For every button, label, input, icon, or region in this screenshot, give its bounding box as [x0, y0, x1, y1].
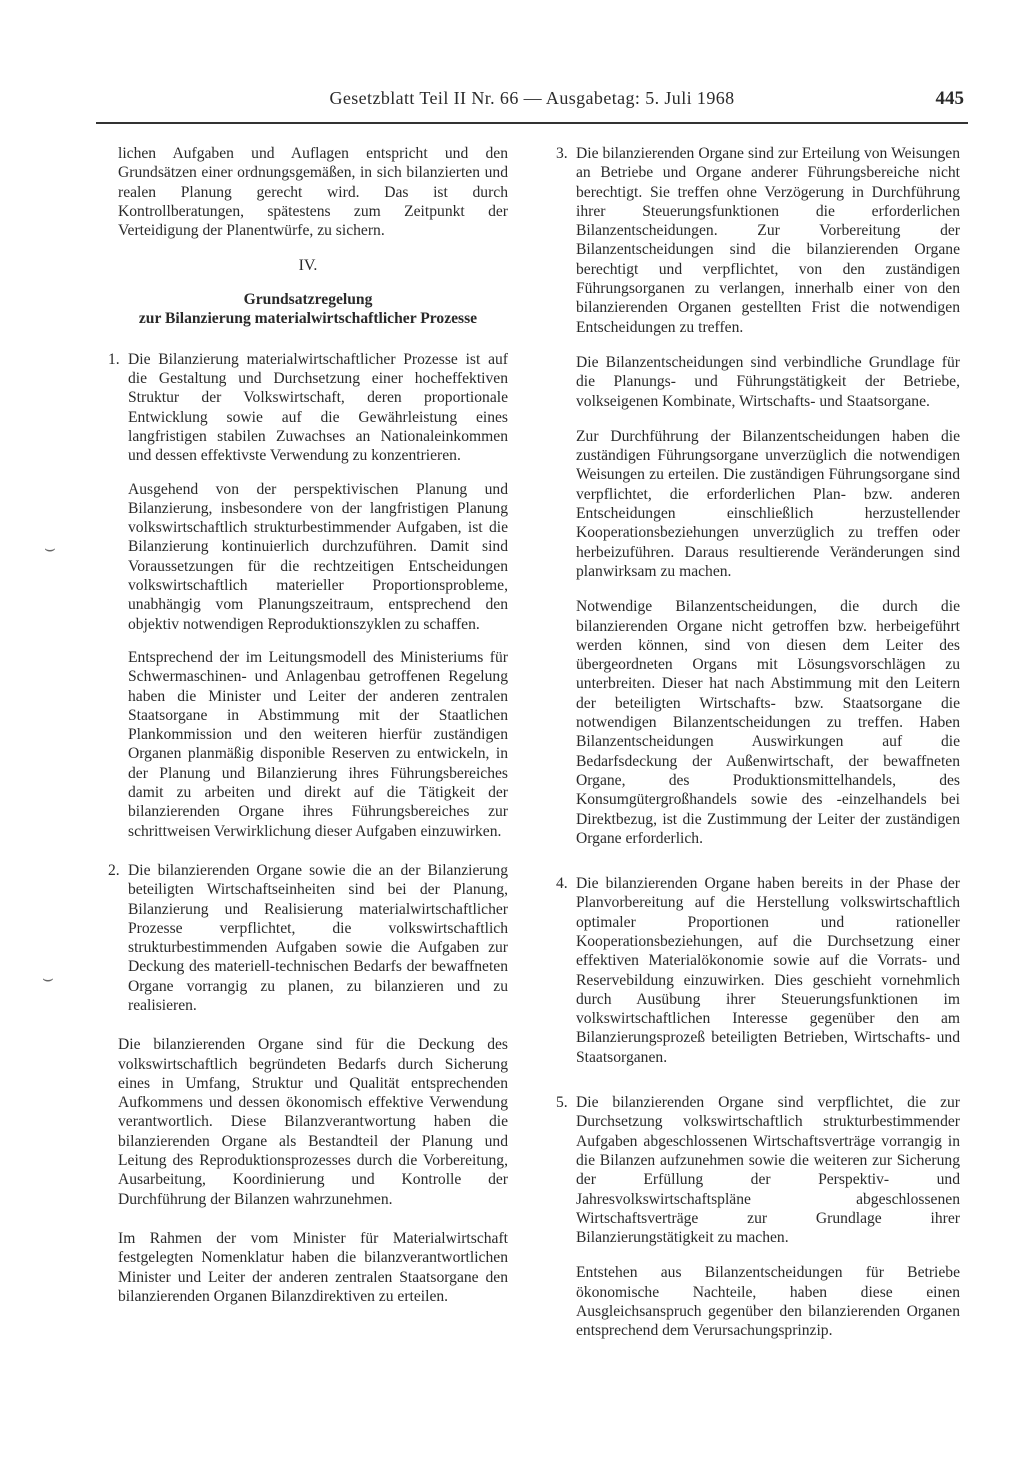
section-title-line2: zur Bilanzierung materialwirtschaftlicher Prozesse [138, 309, 478, 327]
right-column [556, 144, 960, 1355]
page-number: 445 [935, 88, 964, 109]
item-2 [108, 861, 508, 1015]
item-3-para3: Zur Durchführung der Bilanzentscheidungen haben die zuständigen Führungsorgane unverzüglich die notwendigen Weisungen zu erteilen. Die zuständigen Führungsorgane sind verpflichtet, die erforderlichen Plan- bzw. anderen Entscheidungen einschließlich herzustellender Kooperationsbeziehungen unverzüglich zu treffen oder herbeizuführen. Daraus resultierende Veränderungen sind planwirksam zu machen. [576, 427, 960, 580]
item-2-number: 2. [108, 861, 120, 879]
left-column [108, 144, 508, 1320]
item-5-text: Die bilanzierenden Organe sind verpflichtet, die zur Durchsetzung volkswirtschaftlich strukturbestimmender Aufgaben abgeschlossenen Wirtschaftsverträge vorrangig in die Bilanzen aufzunehmen sowie die weiteren zur Sicherung der Erfüllung der Perspektiv- und Jahresvolkswirtschaftspläne abgeschlossenen Wirtschaftsverträge zur Grundlage ihrer Bilanzierungstätigkeit zu machen. [576, 1094, 960, 1247]
margin-mark: ⌣ [44, 538, 56, 558]
item-5 [556, 1093, 960, 1341]
page-header [96, 84, 968, 124]
header-title: Gesetzblatt Teil II Nr. 66 — Ausgabetag: 5. Juli 1968 [329, 88, 735, 108]
item-1-text: Die Bilanzierung materialwirtschaftlicher Prozesse ist auf die Gestaltung und Durchsetzung einer hocheffektiven Struktur der Volkswirtschaft, deren proportionale Entwicklung sowie auf die Gewährleistung eines langfristigen stabilen Zuwachses an Nationaleinkommen und dessen effektivste Verwendung zu konzentrieren. [128, 350, 508, 465]
item-2-text: Die bilanzierenden Organe sowie die an der Bilanzierung beteiligten Wirtschaftseinheiten sind bei der Planung, Bilanzierung und Realisierung materialwirtschaftlicher Prozesse verpflichtet, die volkswirtschaftlich strukturbestimmenden Aufgaben sowie die Aufgaben zur Deckung des materiell-technischen Bedarfs der bewaffneten Organe vorrangig zu planen, zu bilanzieren und zu realisieren. [128, 861, 508, 1014]
item-4 [556, 874, 960, 1067]
section-title [108, 290, 508, 328]
item-1 [108, 350, 508, 841]
item-4-number: 4. [556, 875, 568, 893]
continuation-paragraph: lichen Aufgaben und Auflagen entspricht und den Grundsätzen einer ordnungsgemäßen, in sich bilanzierten und realen Planung gerecht wird. Das ist durch Kontrollberatungen, spätestens zum Zeitpunkt der Verteidigung der Planentwürfe, zu sichern. [118, 145, 508, 240]
item-3-text: Die bilanzierenden Organe sind zur Erteilung von Weisungen an Betriebe und Organe anderer Führungsbereiche nicht berechtigt. Sie treffen ohne Verzögerung in Durchführung ihrer Steuerungsfunktionen die erforderlichen Bilanzentscheidungen. Zur Vorbereitung der Bilanzentscheidungen sind die bilanzierenden Organe berechtigt und verpflichtet, von den zuständigen Führungsorganen zu verlangen, innerhalb einer von den bilanzierenden Organen gestellten Frist die notwendigen Entscheidungen zu treffen. [576, 145, 960, 336]
item-5-number: 5. [556, 1094, 568, 1112]
margin-mark: ⌣ [42, 968, 54, 988]
item-3-number: 3. [556, 145, 568, 162]
item-2-para2: Die bilanzierenden Organe sind für die Deckung des volkswirtschaftlich begründeten Bedarfs durch Sicherung eines in Umfang, Struktur und Qualität entsprechenden Aufkommens und dessen ökonomisch effektive Verwendung verantwortlich. Diese Bilanzverantwortung haben die bilanzierenden Organe als Bestandteil der Planung und Leitung des Reproduktionsprozesses durch die Vorbereitung, Ausarbeitung, Koordinierung und Kontrolle der Durchführung der Bilanzen wahrzunehmen. [118, 1036, 508, 1208]
item-1-para3: Entsprechend der im Leitungsmodell des Ministeriums für Schwermaschinen- und Anlagenbau getroffenen Regelung haben die Minister und Leiter der anderen zentralen Staatsorgane in Abstimmung mit der Staatlichen Plankommission und den weiteren hierfür zuständigen Organen planmäßig disponible Reserven zu entwickeln, in der Planung und Bilanzierung ihres Führungsbereiches damit zu arbeiten und direkt auf die Tätigkeit der bilanzierenden Organe ihres Führungsbereiches zur schrittweisen Verwirklichung dieser Aufgaben einzuwirken. [128, 648, 508, 840]
item-1-number: 1. [108, 350, 120, 368]
item-3-para4: Notwendige Bilanzentscheidungen, die durch die bilanzierenden Organe nicht getroffen bzw. herbeigeführt werden können, sind von diesen dem Leiter des übergeordneten Organs mit Lösungsvorschlägen zu unterbreiten. Dieser hat nach Abstimmung mit den Leitern der beteiligten Wirtschafts- bzw. Staatsorgane die notwendigen Bilanzentscheidungen zu treffen. Haben Bilanzentscheidungen Auswirkungen auf die Bedarfsdeckung der Außenwirtschaft, der bewaffneten Organe, des Produktionsmittelhandels, des Konsumgütergroßhandels sowie des -einzelhandels bei Direktbezug, ist die Zustimmung der Leiter der zuständigen Organe erforderlich. [576, 598, 960, 847]
section-title-line1: Grundsatzregelung [243, 290, 373, 308]
item-2-para3: Im Rahmen der vom Minister für Materialwirtschaft festgelegten Nomenklatur haben die bilanzverantwortlichen Minister und Leiter der anderen zentralen Staatsorgane den bilanzierenden Organen Bilanzdirektiven zu erteilen. [118, 1229, 508, 1305]
item-3 [556, 144, 960, 848]
item-1-para2: Ausgehend von der perspektivischen Planung und Bilanzierung, insbesondere von der langfristigen Planung volkswirtschaftlich strukturbestimmender Aufgaben, ist die Bilanzierung kontinuierlich durchzuführen. Damit sind Voraussetzungen für die rechtzeitigen Entscheidungen volkswirtschaftlich materieller Proportionsprobleme, unabhängig vom Planungszeitraum, entsprechend den objektiv notwendigen Reproduktionszyklen zu schaffen. [128, 480, 508, 633]
section-number: IV. [298, 257, 318, 275]
item-5-para2: Entstehen aus Bilanzentscheidungen für Betriebe ökonomische Nachteile, haben diese einen Ausgleichsanspruch gegenüber den bilanzierenden Organen entsprechend dem Verursachungsprinzip. [576, 1264, 960, 1340]
item-4-text: Die bilanzierenden Organe haben bereits in der Phase der Planvorbereitung auf die Herstellung volkswirtschaftlich optimaler Proportionen und rationeller Kooperationsbeziehungen, auf die Durchsetzung einer effektiven Materialökonomie sowie auf die Vorrats- und Reservebildung einzuwirken. Dies geschieht vornehmlich durch Ausübung ihrer Steuerungsfunktionen im volkswirtschaftlichen Interesse gegenüber den am Bilanzierungsprozeß beteiligten Betrieben, Wirtschafts- und Staatsorganen. [576, 875, 960, 1066]
item-3-para2: Die Bilanzentscheidungen sind verbindliche Grundlage für die Planungs- und Führungstätigkeit der Betriebe, volkseigenen Kombinate, Wirtschafts- und Staatsorgane. [576, 353, 960, 410]
